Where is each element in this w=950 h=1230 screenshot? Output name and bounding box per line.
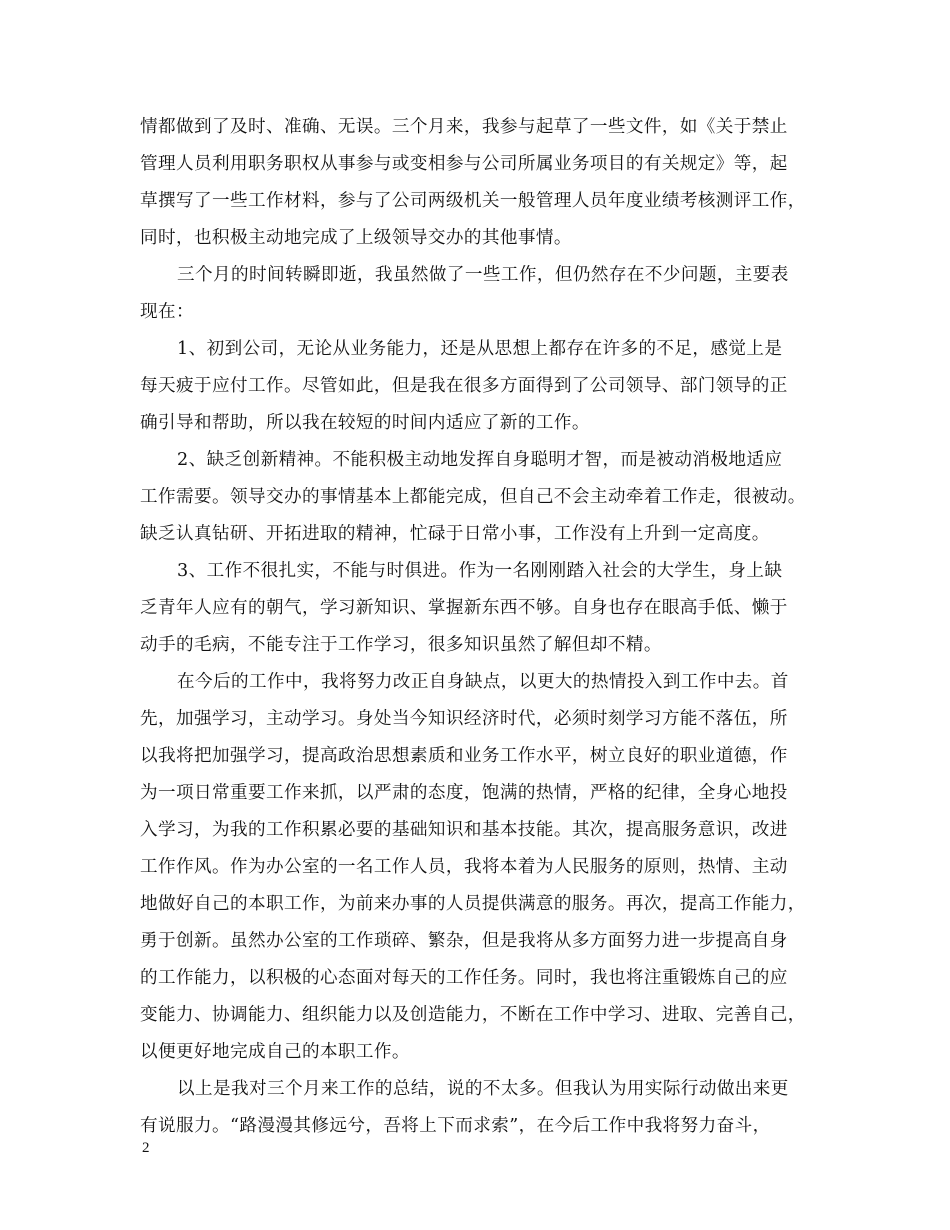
- text-line: 三个月的时间转瞬即逝，我虽然做了一些工作，但仍然存在不少问题，主要表: [177, 265, 789, 285]
- text-line: 以便更好地完成自己的本职工作。: [140, 1042, 410, 1062]
- text-line: 2、缺乏创新精神。不能积极主动地发挥自身聪明才智，而是被动消极地适应: [177, 450, 783, 470]
- text-line: 地做好自己的本职工作，为前来办事的人员提供满意的服务。再次，提高工作能力，: [140, 894, 806, 914]
- text-line: 勇于创新。虽然办公室的工作琐碎、繁杂，但是我将从多方面努力进一步提高自身: [140, 931, 788, 951]
- text-line: 草撰写了一些工作材料，参与了公司两级机关一般管理人员年度业绩考核测评工作，: [140, 191, 806, 211]
- text-line: 以上是我对三个月来工作的总结，说的不太多。但我认为用实际行动做出来更: [177, 1079, 789, 1099]
- text-line: 情都做到了及时、准确、无误。三个月来，我参与起草了一些文件，如《关于禁止: [140, 117, 788, 137]
- text-line: 工作作风。作为办公室的一名工作人员，我将本着为人民服务的原则，热情、主动: [140, 857, 788, 877]
- text-line: 先，加强学习，主动学习。身处当今知识经济时代，必须时刻学习方能不落伍，所: [140, 709, 788, 729]
- text-line: 缺乏认真钻研、开拓进取的精神，忙碌于日常小事，工作没有上升到一定高度。: [140, 524, 770, 544]
- text-line: 3、工作不很扎实，不能与时俱进。作为一名刚刚踏入社会的大学生，身上缺: [177, 561, 783, 581]
- text-line: 为一项日常重要工作来抓，以严肃的态度，饱满的热情，严格的纪律，全身心地投: [140, 783, 788, 803]
- text-line: 以我将把加强学习，提高政治思想素质和业务工作水平，树立良好的职业道德，作: [140, 746, 788, 766]
- text-line: 乏青年人应有的朝气，学习新知识、掌握新东西不够。自身也存在眼高手低、懒于: [140, 598, 788, 618]
- text-line: 在今后的工作中，我将努力改正自身缺点，以更大的热情投入到工作中去。首: [177, 672, 789, 692]
- text-line: 入学习，为我的工作积累必要的基础知识和基本技能。其次，提高服务意识，改进: [140, 820, 788, 840]
- text-line: 每天疲于应付工作。尽管如此，但是我在很多方面得到了公司领导、部门领导的正: [140, 376, 788, 396]
- text-line: 变能力、协调能力、组织能力以及创造能力，不断在工作中学习、进取、完善自己，: [140, 1005, 806, 1025]
- text-line: 确引导和帮助，所以我在较短的时间内适应了新的工作。: [140, 413, 590, 433]
- text-line: 的工作能力，以积极的心态面对每天的工作任务。同时，我也将注重锻炼自己的应: [140, 968, 788, 988]
- text-line: 1、初到公司，无论从业务能力，还是从思想上都存在许多的不足，感觉上是: [177, 339, 783, 359]
- text-line: 同时，也积极主动地完成了上级领导交办的其他事情。: [140, 228, 572, 248]
- page-number: 2: [142, 1140, 150, 1156]
- body-text: [140, 109, 830, 1145]
- text-line: 管理人员利用职务职权从事参与或变相参与公司所属业务项目的有关规定》等，起: [140, 154, 788, 174]
- text-line: 动手的毛病，不能专注于工作学习，很多知识虽然了解但却不精。: [140, 635, 662, 655]
- text-line: 有说服力。“路漫漫其修远兮，吾将上下而求索”，在今后工作中我将努力奋斗，: [140, 1116, 771, 1136]
- text-line: 现在：: [140, 302, 194, 322]
- text-line: 工作需要。领导交办的事情基本上都能完成，但自己不会主动牵着工作走，很被动。: [140, 487, 806, 507]
